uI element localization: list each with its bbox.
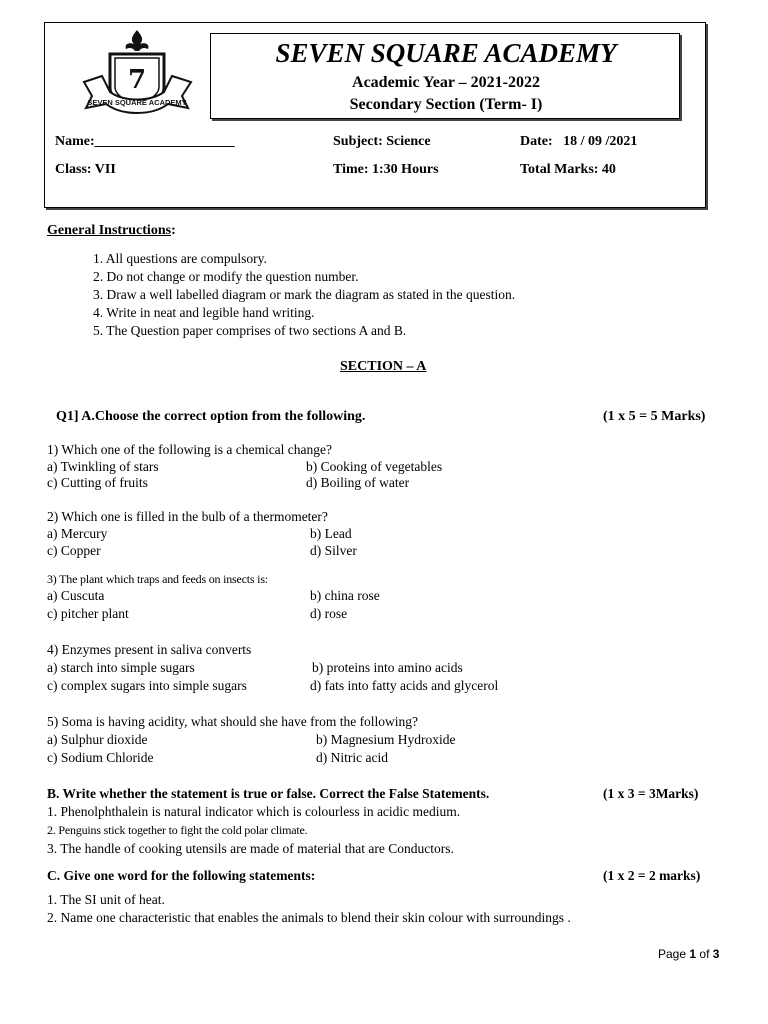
section-a-title: SECTION – A <box>340 359 427 374</box>
statement-item: 3. The handle of cooking utensils are made of material that are Conductors. <box>47 841 454 856</box>
page-word: Page <box>658 947 687 961</box>
mcq-option: d) Silver <box>310 543 357 558</box>
mcq-option: b) Cooking of vegetables <box>306 459 443 474</box>
mcq-option: c) Copper <box>47 543 101 558</box>
mcq-option: c) Sodium Chloride <box>47 750 154 765</box>
part-c-marks: (1 x 2 = 2 marks) <box>603 868 701 883</box>
instruction-item: 4. Write in neat and legible hand writing. <box>93 305 315 320</box>
mcq-option: d) fats into fatty acids and glycerol <box>310 678 499 693</box>
instruction-item: 1. All questions are compulsory. <box>93 251 267 266</box>
title-box <box>210 33 680 119</box>
mcq-option: d) rose <box>310 606 348 621</box>
total-marks: Total Marks: 40 <box>520 162 616 177</box>
page-number: 1 <box>689 947 697 961</box>
academy-logo <box>80 26 195 118</box>
instructions-heading: General Instructions: <box>47 223 176 238</box>
statement-item: 1. Phenolphthalein is natural indicator which is colourless in acidic medium. <box>47 804 461 819</box>
mcq-option: a) starch into simple sugars <box>47 660 195 675</box>
mcq-option: c) pitcher plant <box>47 606 129 621</box>
q1-marks: (1 x 5 = 5 Marks) <box>603 409 706 424</box>
mcq-option: b) china rose <box>310 588 380 603</box>
mcq-question: 4) Enzymes present in saliva converts <box>47 642 252 657</box>
class: Class: VII <box>55 162 116 177</box>
subject: Subject: Science <box>333 134 431 149</box>
time: Time: 1:30 Hours <box>333 162 439 177</box>
q1-title: Q1] A.Choose the correct option from the following. <box>56 409 366 424</box>
mcq-option: b) Lead <box>310 526 352 541</box>
mcq-option: b) Magnesium Hydroxide <box>316 732 456 747</box>
mcq-question: 3) The plant which traps and feeds on insects is: <box>47 572 268 586</box>
one-word-item: 2. Name one characteristic that enables the animals to blend their skin colour with surroundings . <box>47 910 571 925</box>
part-c-title: C. Give one word for the following statements: <box>47 868 316 883</box>
page-indicator <box>658 947 719 961</box>
mcq-question: 1) Which one of the following is a chemical change? <box>47 442 333 457</box>
date-label: Date: <box>520 134 553 149</box>
academic-year: Academic Year – 2021-2022 <box>352 74 540 91</box>
school-name: SEVEN SQUARE ACADEMY <box>275 38 617 68</box>
statement-item: 2. Penguins stick together to fight the cold polar climate. <box>47 823 308 837</box>
name-blank: ____________________ <box>94 134 235 149</box>
mcq-option: b) proteins into amino acids <box>312 660 463 675</box>
mcq-option: a) Cuscuta <box>47 588 105 603</box>
mcq-option: a) Mercury <box>47 526 108 541</box>
instruction-item: 2. Do not change or modify the question number. <box>93 269 359 284</box>
of-word: of <box>699 947 710 961</box>
date-value: 18 / 09 /2021 <box>563 134 638 149</box>
logo-text: SEVEN SQUARE ACADEMY <box>87 98 187 107</box>
date-field <box>520 134 637 150</box>
one-word-item: 1. The SI unit of heat. <box>47 892 165 907</box>
part-b-title: B. Write whether the statement is true or false. Correct the False Statements. <box>47 786 490 801</box>
mcq-question: 5) Soma is having acidity, what should she have from the following? <box>47 714 419 729</box>
part-b-marks: (1 x 3 = 3Marks) <box>603 786 699 801</box>
mcq-option: d) Nitric acid <box>316 750 388 765</box>
mcq-option: d) Boiling of water <box>306 475 410 490</box>
section-term: Secondary Section (Term- I) <box>349 96 543 113</box>
mcq-option: a) Twinkling of stars <box>47 459 159 474</box>
mcq-option: c) Cutting of fruits <box>47 475 148 490</box>
instruction-item: 3. Draw a well labelled diagram or mark the diagram as stated in the question. <box>93 287 516 302</box>
mcq-option: c) complex sugars into simple sugars <box>47 678 247 693</box>
name-label: Name: <box>55 134 95 149</box>
instruction-item: 5. The Question paper comprises of two sections A and B. <box>93 323 407 338</box>
mcq-option: a) Sulphur dioxide <box>47 732 148 747</box>
page-total: 3 <box>712 947 720 961</box>
name-field <box>55 134 235 150</box>
mcq-question: 2) Which one is filled in the bulb of a thermometer? <box>47 509 328 524</box>
logo-numeral: 7 <box>127 65 147 95</box>
